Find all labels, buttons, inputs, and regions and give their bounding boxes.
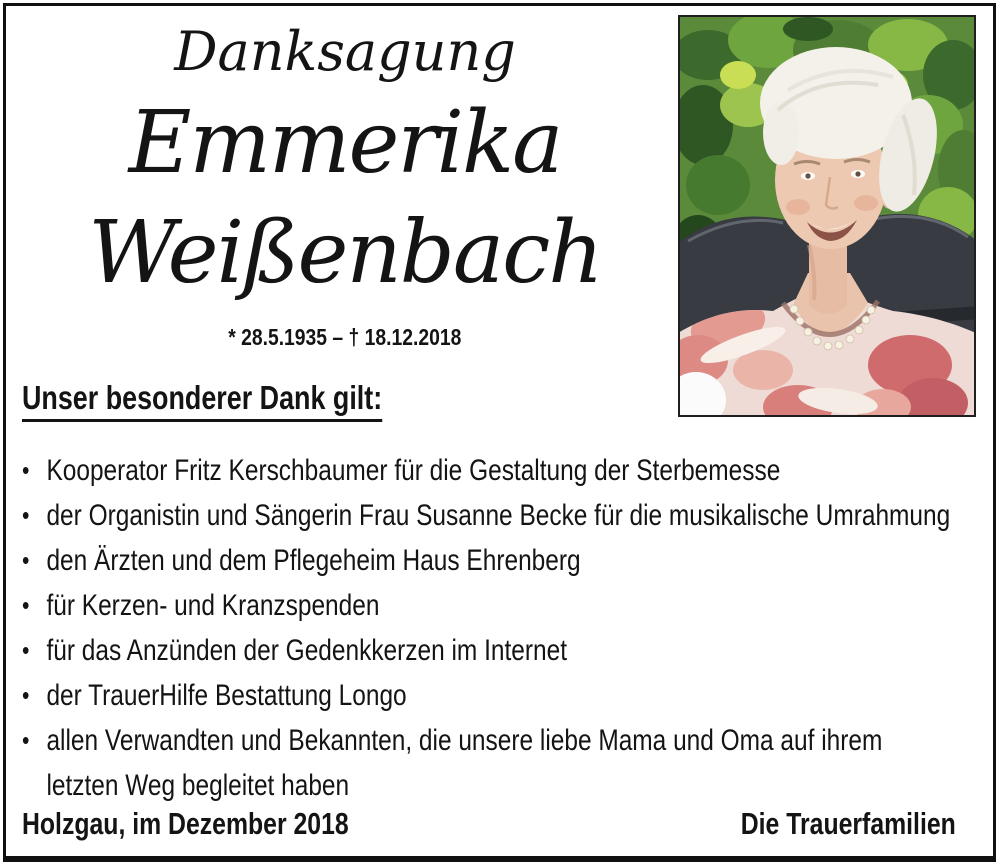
list-item — [22, 673, 955, 718]
masthead — [0, 0, 690, 351]
thanks-heading: Unser besonderer Dank gilt: — [22, 380, 382, 422]
bullet-icon: • — [22, 545, 30, 575]
list-item — [22, 718, 955, 808]
bullet-icon: • — [22, 725, 30, 755]
bullet-icon: • — [22, 635, 30, 665]
list-item-text: für das Anzünden der Gedenkkerzen im Internet — [46, 634, 568, 667]
list-item — [22, 583, 955, 628]
footer — [22, 804, 956, 844]
portrait-photo-illustration — [678, 15, 976, 417]
bullet-icon: • — [22, 590, 30, 620]
deceased-name — [0, 88, 690, 308]
list-item — [22, 628, 955, 673]
list-item-text: der Organistin und Sängerin Frau Susanne Becke für die musikalische Umrahmung — [46, 499, 951, 532]
list-item — [22, 493, 955, 538]
list-item-text: den Ärzten und dem Pflegeheim Haus Ehrenberg — [46, 544, 581, 577]
bullet-icon: • — [22, 455, 30, 485]
deceased-last-name: Weißenbach — [88, 203, 602, 303]
list-item-text: der TrauerHilfe Bestattung Longo — [46, 679, 407, 712]
portrait-photo — [678, 15, 976, 417]
thanks-section — [22, 380, 955, 808]
bullet-icon: • — [22, 680, 30, 710]
notice-type-title: Danksagung — [174, 20, 516, 83]
deceased-first-name: Emmerika — [128, 93, 562, 193]
life-dates-text: * 28.5.1935 – † 18.12.2018 — [228, 324, 462, 350]
list-item — [22, 448, 955, 493]
list-item-text: Kooperator Fritz Kerschbaumer für die Gestaltung der Sterbemesse — [46, 454, 781, 487]
list-item-text: für Kerzen- und Kranzspenden — [46, 589, 380, 622]
list-item-text: allen Verwandten und Bekannten, die unsere liebe Mama und Oma auf ihrem letzten Weg begleitet haben — [46, 724, 883, 802]
life-dates — [0, 324, 690, 351]
footer-dateline: Holzgau, im Dezember 2018 — [22, 806, 349, 841]
list-item — [22, 538, 955, 583]
bullet-icon: • — [22, 500, 30, 530]
thanks-list — [22, 448, 955, 808]
footer-signature: Die Trauerfamilien — [740, 806, 956, 841]
